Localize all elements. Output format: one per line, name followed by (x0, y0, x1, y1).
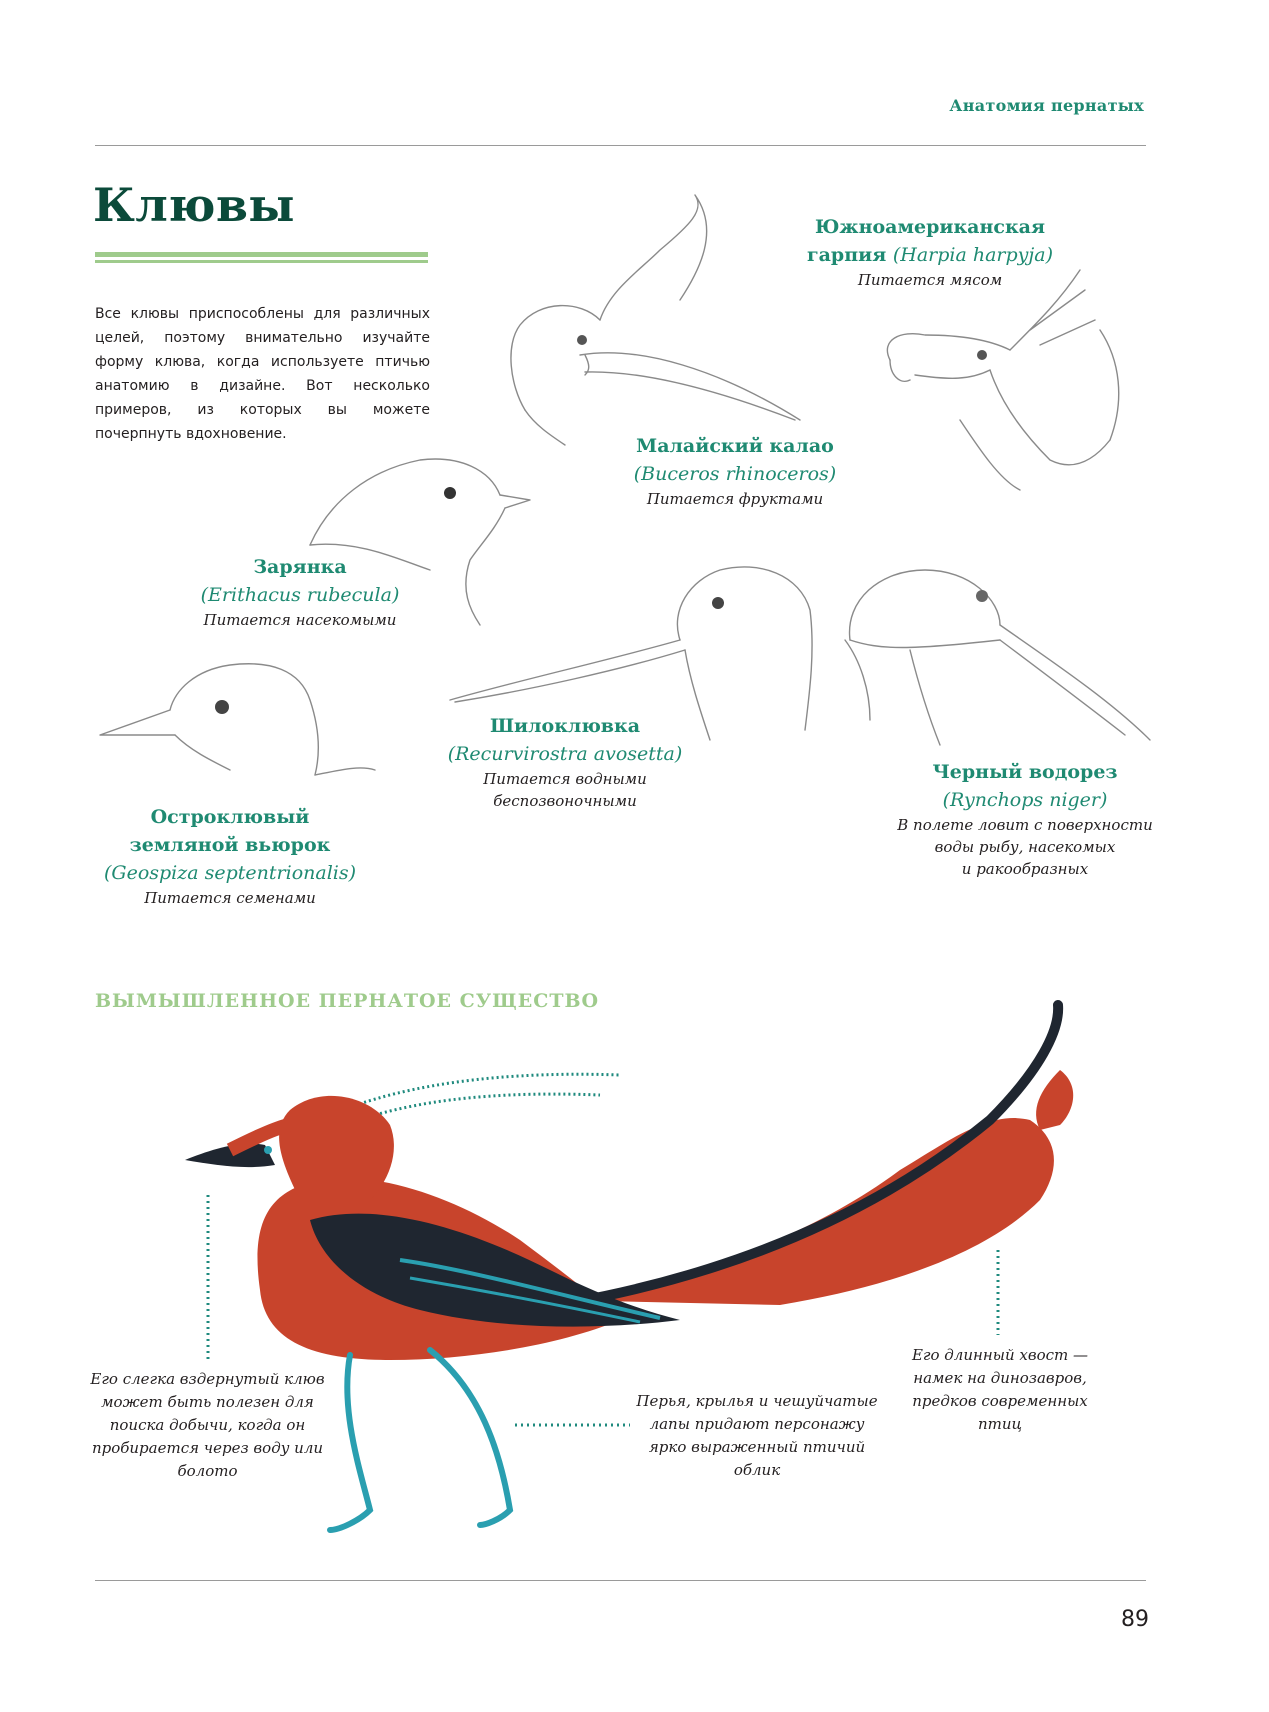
finch-sketch (100, 664, 375, 775)
page-number: 89 (1121, 1607, 1149, 1632)
note-line: ярко выраженный птичий (648, 1438, 866, 1456)
note-line: пробирается через воду или (91, 1439, 324, 1457)
bird-diet: Питается семенами (144, 889, 316, 907)
bird-name-line2 (780, 241, 1080, 269)
bird-label-skimmer (880, 758, 1170, 880)
note-line: Его длинный хвост — (911, 1346, 1089, 1364)
bird-label-robin (165, 553, 435, 631)
note-line: птиц (977, 1415, 1022, 1433)
bird-name: Остроклювый (150, 806, 310, 828)
intro-paragraph: Все клювы приспособлены для различных целей, поэтому внимательно изучайте форму клюва, когда используете птичью анатомию в дизайне. Вот несколько примеров, из которых вы можете почерпнуть вдохновение. (95, 306, 430, 442)
bird-name: Зарянка (253, 556, 347, 578)
skimmer-sketch (845, 570, 1150, 745)
bird-name: Малайский калао (636, 435, 834, 457)
bird-diet: В полете ловит с поверхности (897, 816, 1153, 834)
bird-latin: (Buceros rhinoceros) (633, 463, 837, 485)
bird-label-hornbill (610, 432, 860, 510)
note-line: болото (177, 1462, 238, 1480)
running-head: Анатомия пернатых (949, 96, 1144, 115)
footer-rule (95, 1580, 1146, 1581)
note-line: лапы придают персонажу (649, 1415, 865, 1433)
note-line: облик (733, 1461, 781, 1479)
page-title: Клювы (93, 178, 296, 232)
note-line: может быть полезен для (101, 1393, 314, 1411)
bird-label-avocet (420, 712, 710, 812)
bird-name-part: гарпия (806, 244, 887, 266)
note-line: поиска добычи, когда он (109, 1416, 306, 1434)
bird-diet-line2: воды рыбу, насекомых (934, 838, 1116, 856)
note-tail (895, 1344, 1105, 1436)
note-line: Его слегка вздернутый клюв (90, 1370, 325, 1388)
bird-label-finch (85, 803, 375, 909)
bird-label-harpy (780, 213, 1080, 291)
bird-diet-line3: и ракообразных (961, 860, 1089, 878)
bird-diet: Питается насекомыми (203, 611, 397, 629)
bird-latin: (Rynchops niger) (942, 789, 1108, 811)
bird-diet: Питается мясом (857, 271, 1003, 289)
bird-name: Черный водорез (932, 761, 1118, 783)
note-body (632, 1390, 882, 1482)
note-line: Перья, крылья и чешуйчатые (636, 1392, 878, 1410)
note-line: предков современных (912, 1392, 1088, 1410)
hornbill-sketch (511, 195, 800, 445)
bird-diet: Питается фруктами (646, 490, 824, 508)
bird-latin: (Harpia harpyja) (892, 244, 1054, 266)
bird-latin: (Recurvirostra avosetta) (447, 743, 683, 765)
bird-diet-line2: беспозвоночными (493, 792, 637, 810)
harpy-sketch (887, 270, 1118, 490)
bird-name: Шилоклювка (489, 715, 641, 737)
bird-name-line2: земляной вьюрок (129, 834, 331, 856)
bird-name: Южноамериканская (814, 216, 1046, 238)
bird-latin: (Geospiza septentrionalis) (103, 862, 357, 884)
note-beak (85, 1368, 330, 1483)
bird-latin: (Erithacus rubecula) (200, 584, 400, 606)
section-heading: ВЫМЫШЛЕННОЕ ПЕРНАТОЕ СУЩЕСТВО (95, 990, 600, 1012)
note-line: намек на динозавров, (913, 1369, 1087, 1387)
bird-diet: Питается водными (483, 770, 647, 788)
